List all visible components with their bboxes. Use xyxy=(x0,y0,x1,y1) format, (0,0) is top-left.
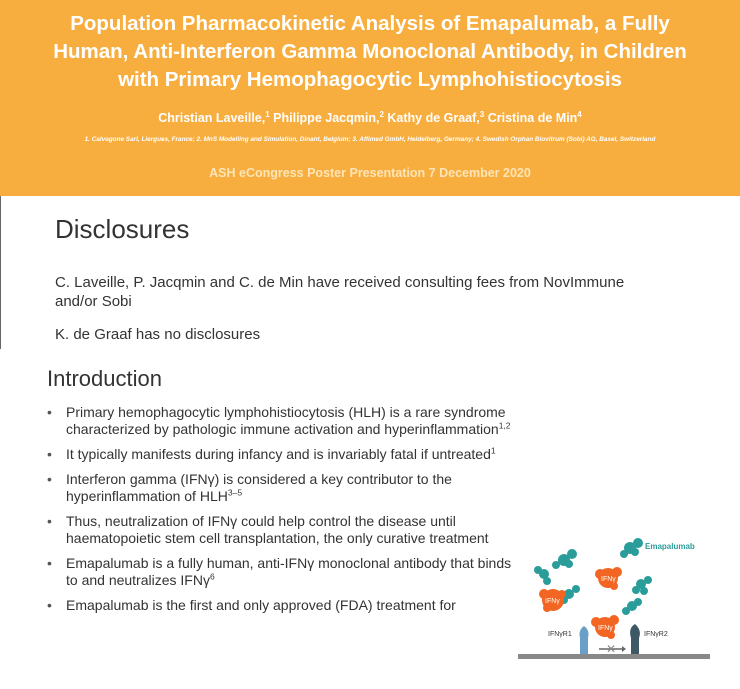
mechanism-diagram xyxy=(514,534,714,664)
emapalumab-antibody-icon xyxy=(622,598,642,615)
disclosure-text: K. de Graaf has no disclosures xyxy=(55,326,261,343)
list-item: • Interferon gamma (IFNγ) is considered a key contributor to the hyperinflammation of HLH$^{3-5}$ xyxy=(47,471,452,504)
list-item: • Emapalumab is a fully human, anti-IFNγ monoclonal antibody that binds to and neutralizes IFNγ$^6$ xyxy=(47,555,512,588)
title-line: Human, Anti-Interferon Gamma Monoclonal Antibody, in Children xyxy=(53,40,687,63)
author: Christian Laveille,$^1$ xyxy=(158,110,270,126)
emapalumab-antibody-icon xyxy=(620,538,643,558)
ifn-gamma-receptor-2-icon xyxy=(630,624,640,654)
divider-line xyxy=(0,196,1,349)
ifn-gamma-receptor-1-icon xyxy=(580,626,589,654)
list-item: • Emapalumab is the first and only approved (FDA) treatment for xyxy=(47,597,456,613)
poster-title xyxy=(10,10,730,94)
bullet-marker: • xyxy=(47,513,52,529)
list-item: • It typically manifests during infancy and is invariably fatal if untreated$^1$ xyxy=(47,445,496,462)
emapalumab-antibody-icon xyxy=(632,576,652,595)
emapalumab-label: Emapalumab xyxy=(645,542,695,551)
introduction-list xyxy=(47,404,517,622)
author: Kathy de Graaf,$^3$ xyxy=(387,110,485,126)
ifn-gamma-label: IFNγ xyxy=(598,625,613,632)
bullet-marker: • xyxy=(47,555,52,571)
ifngr1-label: IFNγR1 xyxy=(548,631,572,638)
bullet-marker: • xyxy=(47,597,52,613)
arrow-head-icon xyxy=(622,646,626,652)
block-x-icon: ✕ xyxy=(606,642,617,656)
disclosure-text: C. Laveille, P. Jacqmin and C. de Min have received consulting fees from NovImmune and/or Sobi xyxy=(55,274,625,310)
emapalumab-antibody-icon xyxy=(552,549,577,569)
title-line: with Primary Hemophagocytic Lymphohistiocytosis xyxy=(118,68,622,91)
bullet-marker: • xyxy=(47,446,52,462)
event-line: ASH eCongress Poster Presentation 7 December 2020 xyxy=(209,166,531,180)
introduction-heading: Introduction xyxy=(47,366,162,391)
disclosures-heading: Disclosures xyxy=(55,214,190,244)
title-line: Population Pharmacokinetic Analysis of Emapalumab, a Fully xyxy=(70,12,670,35)
list-item: • Primary hemophagocytic lymphohistiocytosis (HLH) is a rare syndrome characterized by pathologic immune activation and hyperinflammation$^{1,2}$ xyxy=(47,404,511,437)
author: Philippe Jacqmin,$^2$ xyxy=(273,110,384,126)
author-list xyxy=(10,110,730,125)
ifn-gamma-label: IFNγ xyxy=(545,598,560,605)
ifn-gamma-label: IFNγ xyxy=(601,576,616,583)
emapalumab-antibody-icon xyxy=(534,566,551,585)
author: Cristina de Min$^4$ xyxy=(487,110,582,126)
list-item: • Thus, neutralization of IFNγ could help control the disease until haematopoietic stem cell transplantation, the only curative treatment xyxy=(47,513,489,546)
ifngr2-label: IFNγR2 xyxy=(644,631,668,638)
bullet-marker: • xyxy=(47,404,52,420)
header-banner xyxy=(0,0,740,196)
bullet-marker: • xyxy=(47,471,52,487)
affiliations: 1. Calvagone Sarl, Liergues, France; 2. MnS Modelling and Simulation, Dinant, Belgium; 3. Affimed GmbH, Heidelberg, Germany; 4. Swedish Orphan Biovitrum (Sobi) AG, Basel, Switzerland xyxy=(84,136,656,143)
